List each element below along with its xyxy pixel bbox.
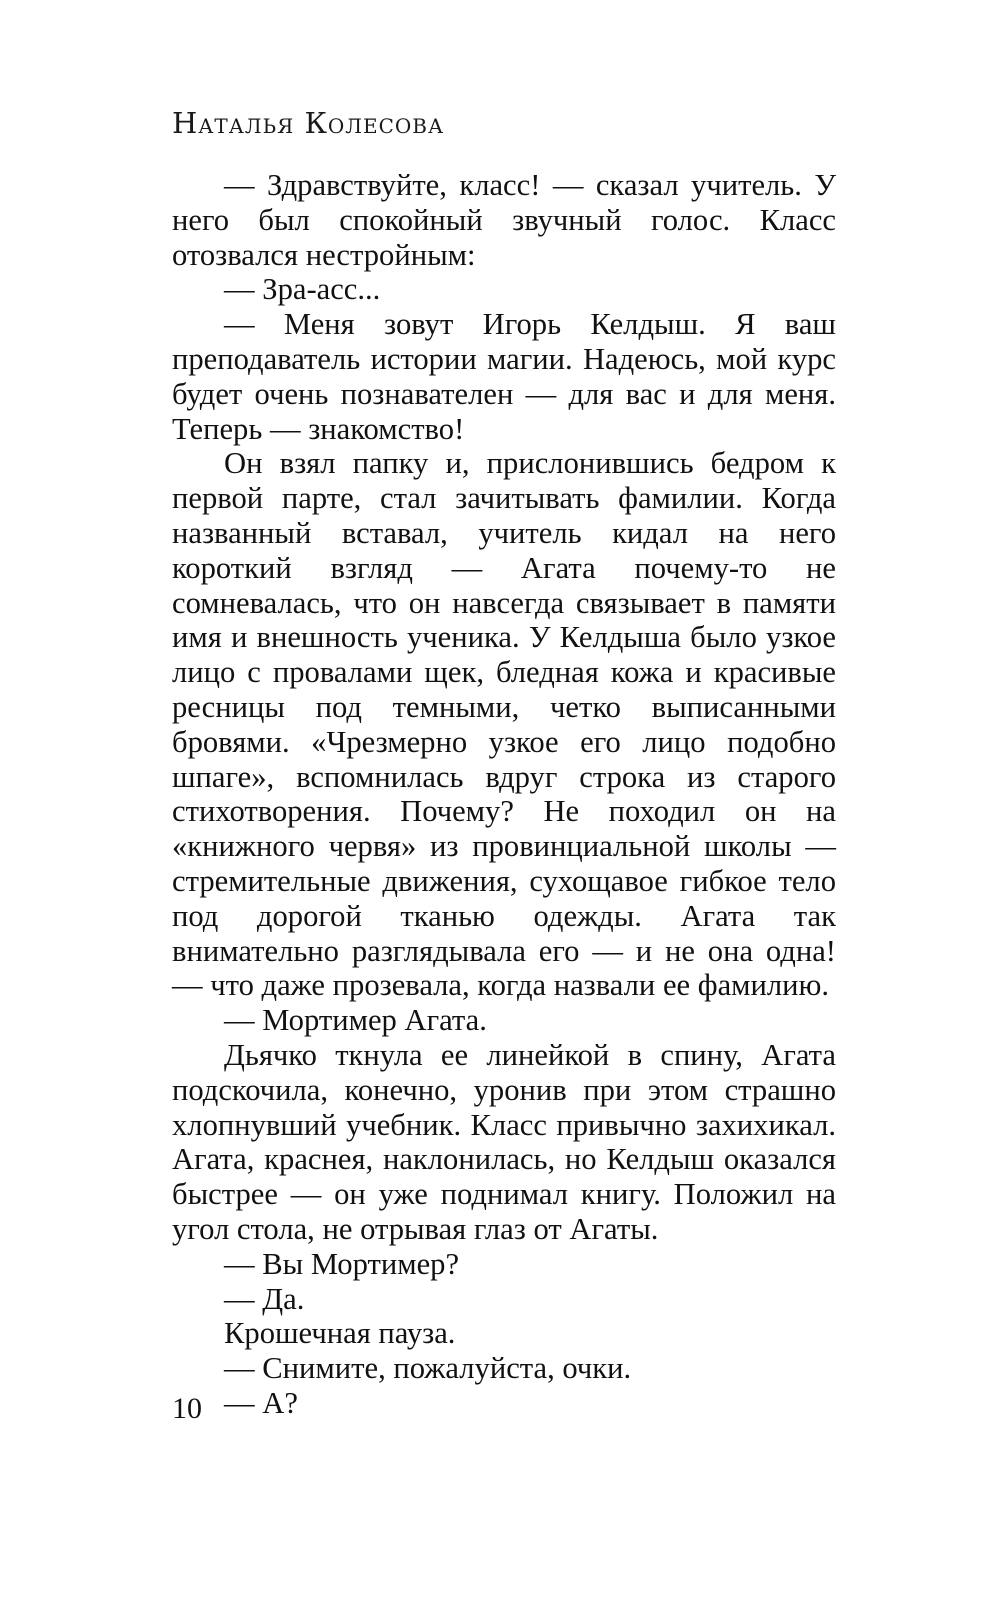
paragraph: — Снимите, пожалуйста, очки.: [224, 1351, 632, 1386]
paragraph: — Меня зовут Игорь Келдыш. Я ваш преподаватель истории магии. Надеюсь, мой курс будет очень познавателен — для вас и для меня. Теперь — знакомство!: [172, 307, 836, 446]
paragraph: — Зра-асс...: [224, 272, 381, 307]
paragraph: Крошечная пауза.: [224, 1316, 456, 1351]
paragraph: — Здравствуйте, класс! — сказал учитель. У него был спокойный звучный голос. Класс отозвался нестройным:: [172, 168, 836, 272]
paragraph: — Да.: [224, 1281, 305, 1316]
paragraph: — Вы Мортимер?: [224, 1246, 460, 1281]
running-head-author: Наталья Колесова: [172, 106, 445, 140]
paragraph: — Мортимер Агата.: [224, 1003, 487, 1038]
paragraph: Дьячко ткнула ее линейкой в спину, Агата подскочила, конечно, уронив при этом страшно хлопнувший учебник. Класс привычно захихикал. Агата, краснея, наклонилась, но Келдыш оказался быстрее — он уже поднимал книгу. Положил на угол стола, не отрывая глаз от Агаты.: [172, 1037, 836, 1246]
paragraph: — А?: [224, 1385, 298, 1420]
page-number: 10: [172, 1392, 202, 1425]
body-text: [172, 168, 836, 1421]
paragraph: Он взял папку и, прислонившись бедром к первой парте, стал зачитывать фамилии. Когда названный вставал, учитель кидал на него короткий взгляд — Агата почему-то не сомневалась, что он навсегда связывает в памяти имя и внешность ученика. У Келдыша было узкое лицо с провалами щек, бледная кожа и красивые ресницы под темными, четко выписанными бровями. «Чрезмерно узкое его лицо подобно шпаге», вспомнилась вдруг строка из старого стихотворения. Почему? Не походил он на «книжного червя» из провинциальной школы — стремительные движения, сухощавое гибкое тело под дорогой тканью одежды. Агата так внимательно разглядывала его — и не она одна! — что даже прозевала, когда назвали ее фамилию.: [172, 446, 836, 1003]
